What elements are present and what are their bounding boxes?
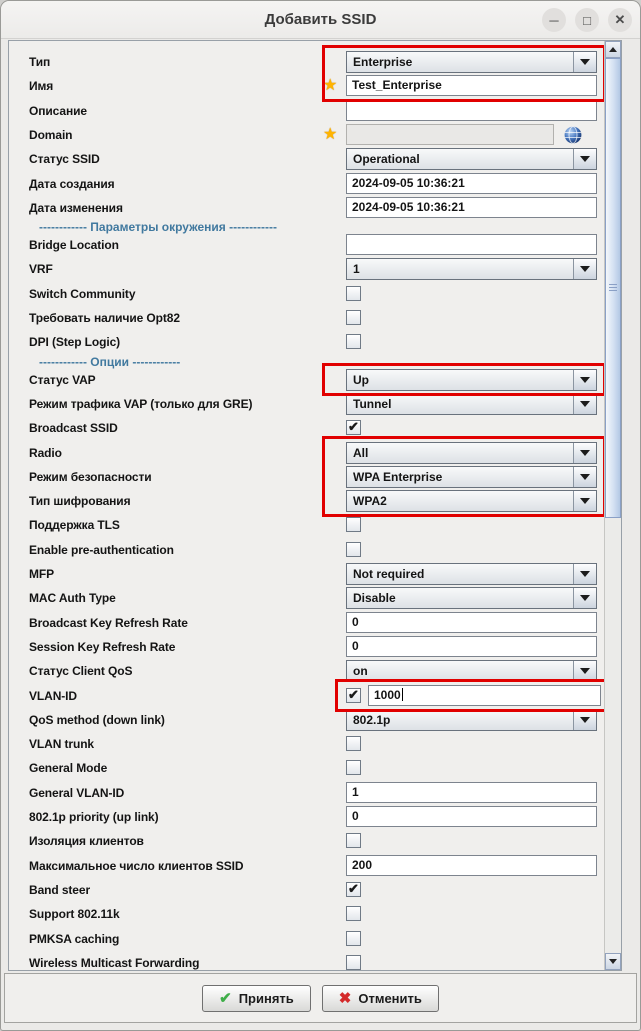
combo-radio[interactable]	[346, 442, 597, 464]
checkbox-поддержка-tls[interactable]	[346, 517, 361, 532]
checkbox-требовать-наличие-opt82[interactable]	[346, 310, 361, 325]
combo-value: Not required	[353, 567, 425, 581]
cross-icon: ✖	[338, 989, 352, 1007]
field-label: Wireless Multicast Forwarding	[29, 955, 200, 970]
input-максимальное-число-клиентов-ssid[interactable]: 200	[346, 855, 597, 876]
form-row-тип	[9, 51, 604, 73]
field-label: Статус VAP	[29, 372, 96, 387]
field-label: Тип шифрования	[29, 494, 131, 509]
input-имя[interactable]: Test_Enterprise	[346, 75, 597, 96]
form-row-pmksa-caching	[9, 928, 604, 950]
combo-mfp[interactable]	[346, 563, 597, 585]
combo-mac-auth-type[interactable]	[346, 587, 597, 609]
form-row-band-steer	[9, 879, 604, 901]
field-label: Session Key Refresh Rate	[29, 639, 176, 654]
chevron-down-icon[interactable]	[573, 443, 596, 463]
form-row-тип-шифрования	[9, 490, 604, 512]
input-bridge-location[interactable]	[346, 234, 597, 255]
chevron-down-icon[interactable]	[573, 467, 596, 487]
title-bar	[1, 1, 640, 39]
chevron-down-icon[interactable]	[573, 394, 596, 414]
form-row-режим-трафика-vap-только-для-gre	[9, 393, 604, 415]
checkbox-band-steer[interactable]: ✔	[346, 882, 361, 897]
form-row-general-vlan-id	[9, 782, 604, 804]
checkbox-support-802-11k[interactable]	[346, 906, 361, 921]
field-label: QoS method (down link)	[29, 712, 165, 727]
globe-icon[interactable]	[564, 126, 582, 144]
combo-value: WPA Enterprise	[353, 469, 443, 484]
field-label: Дата изменения	[29, 200, 123, 215]
form-row-802-1p-priority-up-link	[9, 806, 604, 828]
combo-value: on	[353, 664, 368, 679]
form-row-статус-vap	[9, 369, 604, 391]
form-row-support-802-11k	[9, 903, 604, 925]
field-label: Domain	[29, 127, 73, 142]
chevron-down-icon[interactable]	[573, 661, 596, 681]
combo-тип-шифрования[interactable]	[346, 490, 597, 512]
chevron-down-icon[interactable]	[573, 588, 596, 608]
scroll-down-icon[interactable]	[605, 953, 621, 970]
field-label: Статус SSID	[29, 152, 100, 167]
form-row-enable-pre-authentication	[9, 539, 604, 561]
check-icon: ✔	[219, 989, 232, 1007]
field-label: Тип	[29, 55, 51, 69]
input-session-key-refresh-rate[interactable]: 0	[346, 636, 597, 657]
field-label: Bridge Location	[29, 238, 119, 253]
field-label: VRF	[29, 262, 53, 277]
combo-режим-безопасности[interactable]	[346, 466, 597, 488]
checkbox-broadcast-ssid[interactable]: ✔	[346, 420, 361, 435]
form-row-bridge-location	[9, 234, 604, 256]
form-scroll-pane	[8, 40, 622, 971]
field-label: Поддержка TLS	[29, 518, 120, 533]
combo-value: Enterprise	[353, 55, 413, 69]
section-header-опции: ------------ Опции ------------	[39, 354, 181, 369]
minimize-icon[interactable]: ─	[542, 8, 566, 32]
required-star-icon: ★	[323, 125, 338, 143]
combo-статус-ssid[interactable]	[346, 148, 597, 170]
field-label: Режим трафика VAP (только для GRE)	[29, 396, 253, 411]
form-row-изоляция-клиентов	[9, 830, 604, 852]
form-row-vlan-trunk	[9, 733, 604, 755]
input-описание[interactable]	[346, 100, 597, 121]
form-row-режим-безопасности	[9, 466, 604, 488]
input-vlan-id[interactable]: 1000	[368, 685, 601, 706]
field-label: Требовать наличие Opt82	[29, 311, 180, 325]
checkbox-vlan-id[interactable]: ✔	[346, 688, 361, 703]
form-row-mfp	[9, 563, 604, 585]
form-row-broadcast-key-refresh-rate	[9, 612, 604, 634]
form-rows	[9, 41, 604, 970]
input-domain	[346, 124, 554, 145]
chevron-down-icon[interactable]	[573, 491, 596, 511]
combo-value: Tunnel	[353, 396, 392, 411]
field-label: General VLAN-ID	[29, 785, 125, 800]
window-controls	[542, 8, 632, 32]
section-header-параметры-окружения: ------------ Параметры окружения ------------	[39, 220, 278, 235]
text-cursor	[402, 688, 403, 701]
scrollbar-thumb[interactable]	[605, 58, 621, 518]
required-star-icon: ★	[323, 77, 338, 95]
form-row-broadcast-ssid	[9, 417, 604, 439]
field-label: Broadcast Key Refresh Rate	[29, 615, 188, 630]
cancel-button-label: Отменить	[358, 990, 422, 1006]
form-row-dpi-step-logic	[9, 331, 604, 353]
cancel-button[interactable]	[322, 985, 439, 1012]
form-row-qos-method-down-link	[9, 709, 604, 731]
vertical-scrollbar[interactable]	[604, 41, 621, 970]
checkbox-wireless-multicast-forwarding[interactable]	[346, 955, 361, 970]
form-row-требовать-наличие-opt82	[9, 307, 604, 329]
field-label: Изоляция клиентов	[29, 834, 144, 849]
combo-value: Operational	[353, 152, 420, 167]
combo-value: Disable	[353, 591, 396, 606]
input-802-1p-priority-up-link[interactable]: 0	[346, 806, 597, 827]
input-broadcast-key-refresh-rate[interactable]: 0	[346, 612, 597, 633]
form-row-дата-создания	[9, 173, 604, 195]
combo-статус-client-qos[interactable]	[346, 660, 597, 682]
field-label: Band steer	[29, 882, 91, 897]
scroll-up-icon[interactable]	[605, 41, 621, 58]
combo-value: WPA2	[353, 494, 387, 509]
accept-button-label: Принять	[238, 990, 294, 1006]
chevron-down-icon[interactable]	[573, 564, 596, 584]
button-panel	[4, 973, 637, 1023]
combo-qos-method-down-link[interactable]	[346, 709, 597, 731]
field-label: Описание	[29, 103, 87, 118]
form-row-vlan-id	[9, 685, 604, 707]
field-label: Enable pre-authentication	[29, 542, 174, 557]
form-row-описание	[9, 100, 604, 122]
field-label: Режим безопасности	[29, 469, 152, 484]
form-row-general-mode	[9, 757, 604, 779]
form-row-vrf	[9, 258, 604, 280]
checkbox-general-mode[interactable]	[346, 760, 361, 775]
chevron-down-icon[interactable]	[573, 149, 596, 169]
close-icon[interactable]: ✕	[608, 8, 632, 32]
field-label: Максимальное число клиентов SSID	[29, 858, 244, 873]
field-label: Radio	[29, 445, 62, 460]
form-row-domain	[9, 124, 604, 146]
form-row-поддержка-tls	[9, 514, 604, 536]
field-label: Support 802.11k	[29, 907, 120, 922]
combo-режим-трафика-vap-только-для-gre[interactable]	[346, 393, 597, 415]
checkbox-dpi-step-logic[interactable]	[346, 334, 361, 349]
field-label: MFP	[29, 567, 55, 581]
combo-value: Up	[353, 372, 369, 387]
form-row-дата-изменения	[9, 197, 604, 219]
form-row-mac-auth-type	[9, 587, 604, 609]
maximize-icon[interactable]: □	[575, 8, 599, 32]
checkbox-изоляция-клиентов[interactable]	[346, 833, 361, 848]
checkbox-enable-pre-authentication[interactable]	[346, 542, 361, 557]
form-row-статус-client-qos	[9, 660, 604, 682]
combo-тип[interactable]	[346, 51, 597, 73]
field-label: Broadcast SSID	[29, 421, 118, 436]
input-дата-создания[interactable]: 2024-09-05 10:36:21	[346, 173, 597, 194]
accept-button[interactable]	[202, 985, 311, 1012]
field-label: Switch Community	[29, 286, 136, 301]
combo-value: 1	[353, 262, 360, 277]
chevron-down-icon[interactable]	[573, 52, 596, 72]
combo-value: 802.1p	[353, 712, 391, 727]
checkbox-switch-community[interactable]	[346, 286, 361, 301]
field-label: Дата создания	[29, 176, 115, 191]
combo-vrf[interactable]	[346, 258, 597, 280]
field-label: 802.1p priority (up link)	[29, 810, 159, 824]
field-label: VLAN trunk	[29, 737, 95, 752]
chevron-down-icon[interactable]	[573, 710, 596, 730]
field-label: General Mode	[29, 761, 108, 776]
field-label: PMKSA caching	[29, 931, 120, 946]
field-label: VLAN-ID	[29, 688, 77, 703]
form-row-статус-ssid	[9, 148, 604, 170]
checkbox-pmksa-caching[interactable]	[346, 931, 361, 946]
field-label: Статус Client QoS	[29, 664, 133, 679]
form-row-switch-community	[9, 283, 604, 305]
combo-value: All	[353, 445, 369, 460]
form-row-wireless-multicast-forwarding	[9, 952, 604, 974]
checkbox-vlan-trunk[interactable]	[346, 736, 361, 751]
combo-статус-vap[interactable]	[346, 369, 597, 391]
form-row-radio	[9, 442, 604, 464]
form-row-session-key-refresh-rate	[9, 636, 604, 658]
field-label: Имя	[29, 79, 54, 94]
dialog-title: Добавить SSID	[264, 11, 377, 28]
chevron-down-icon[interactable]	[573, 370, 596, 390]
field-label: MAC Auth Type	[29, 591, 116, 606]
input-дата-изменения[interactable]: 2024-09-05 10:36:21	[346, 197, 597, 218]
form-row-имя	[9, 75, 604, 97]
field-label: DPI (Step Logic)	[29, 335, 121, 350]
chevron-down-icon[interactable]	[573, 259, 596, 279]
input-general-vlan-id[interactable]: 1	[346, 782, 597, 803]
form-row-максимальное-число-клиентов-ssid	[9, 855, 604, 877]
